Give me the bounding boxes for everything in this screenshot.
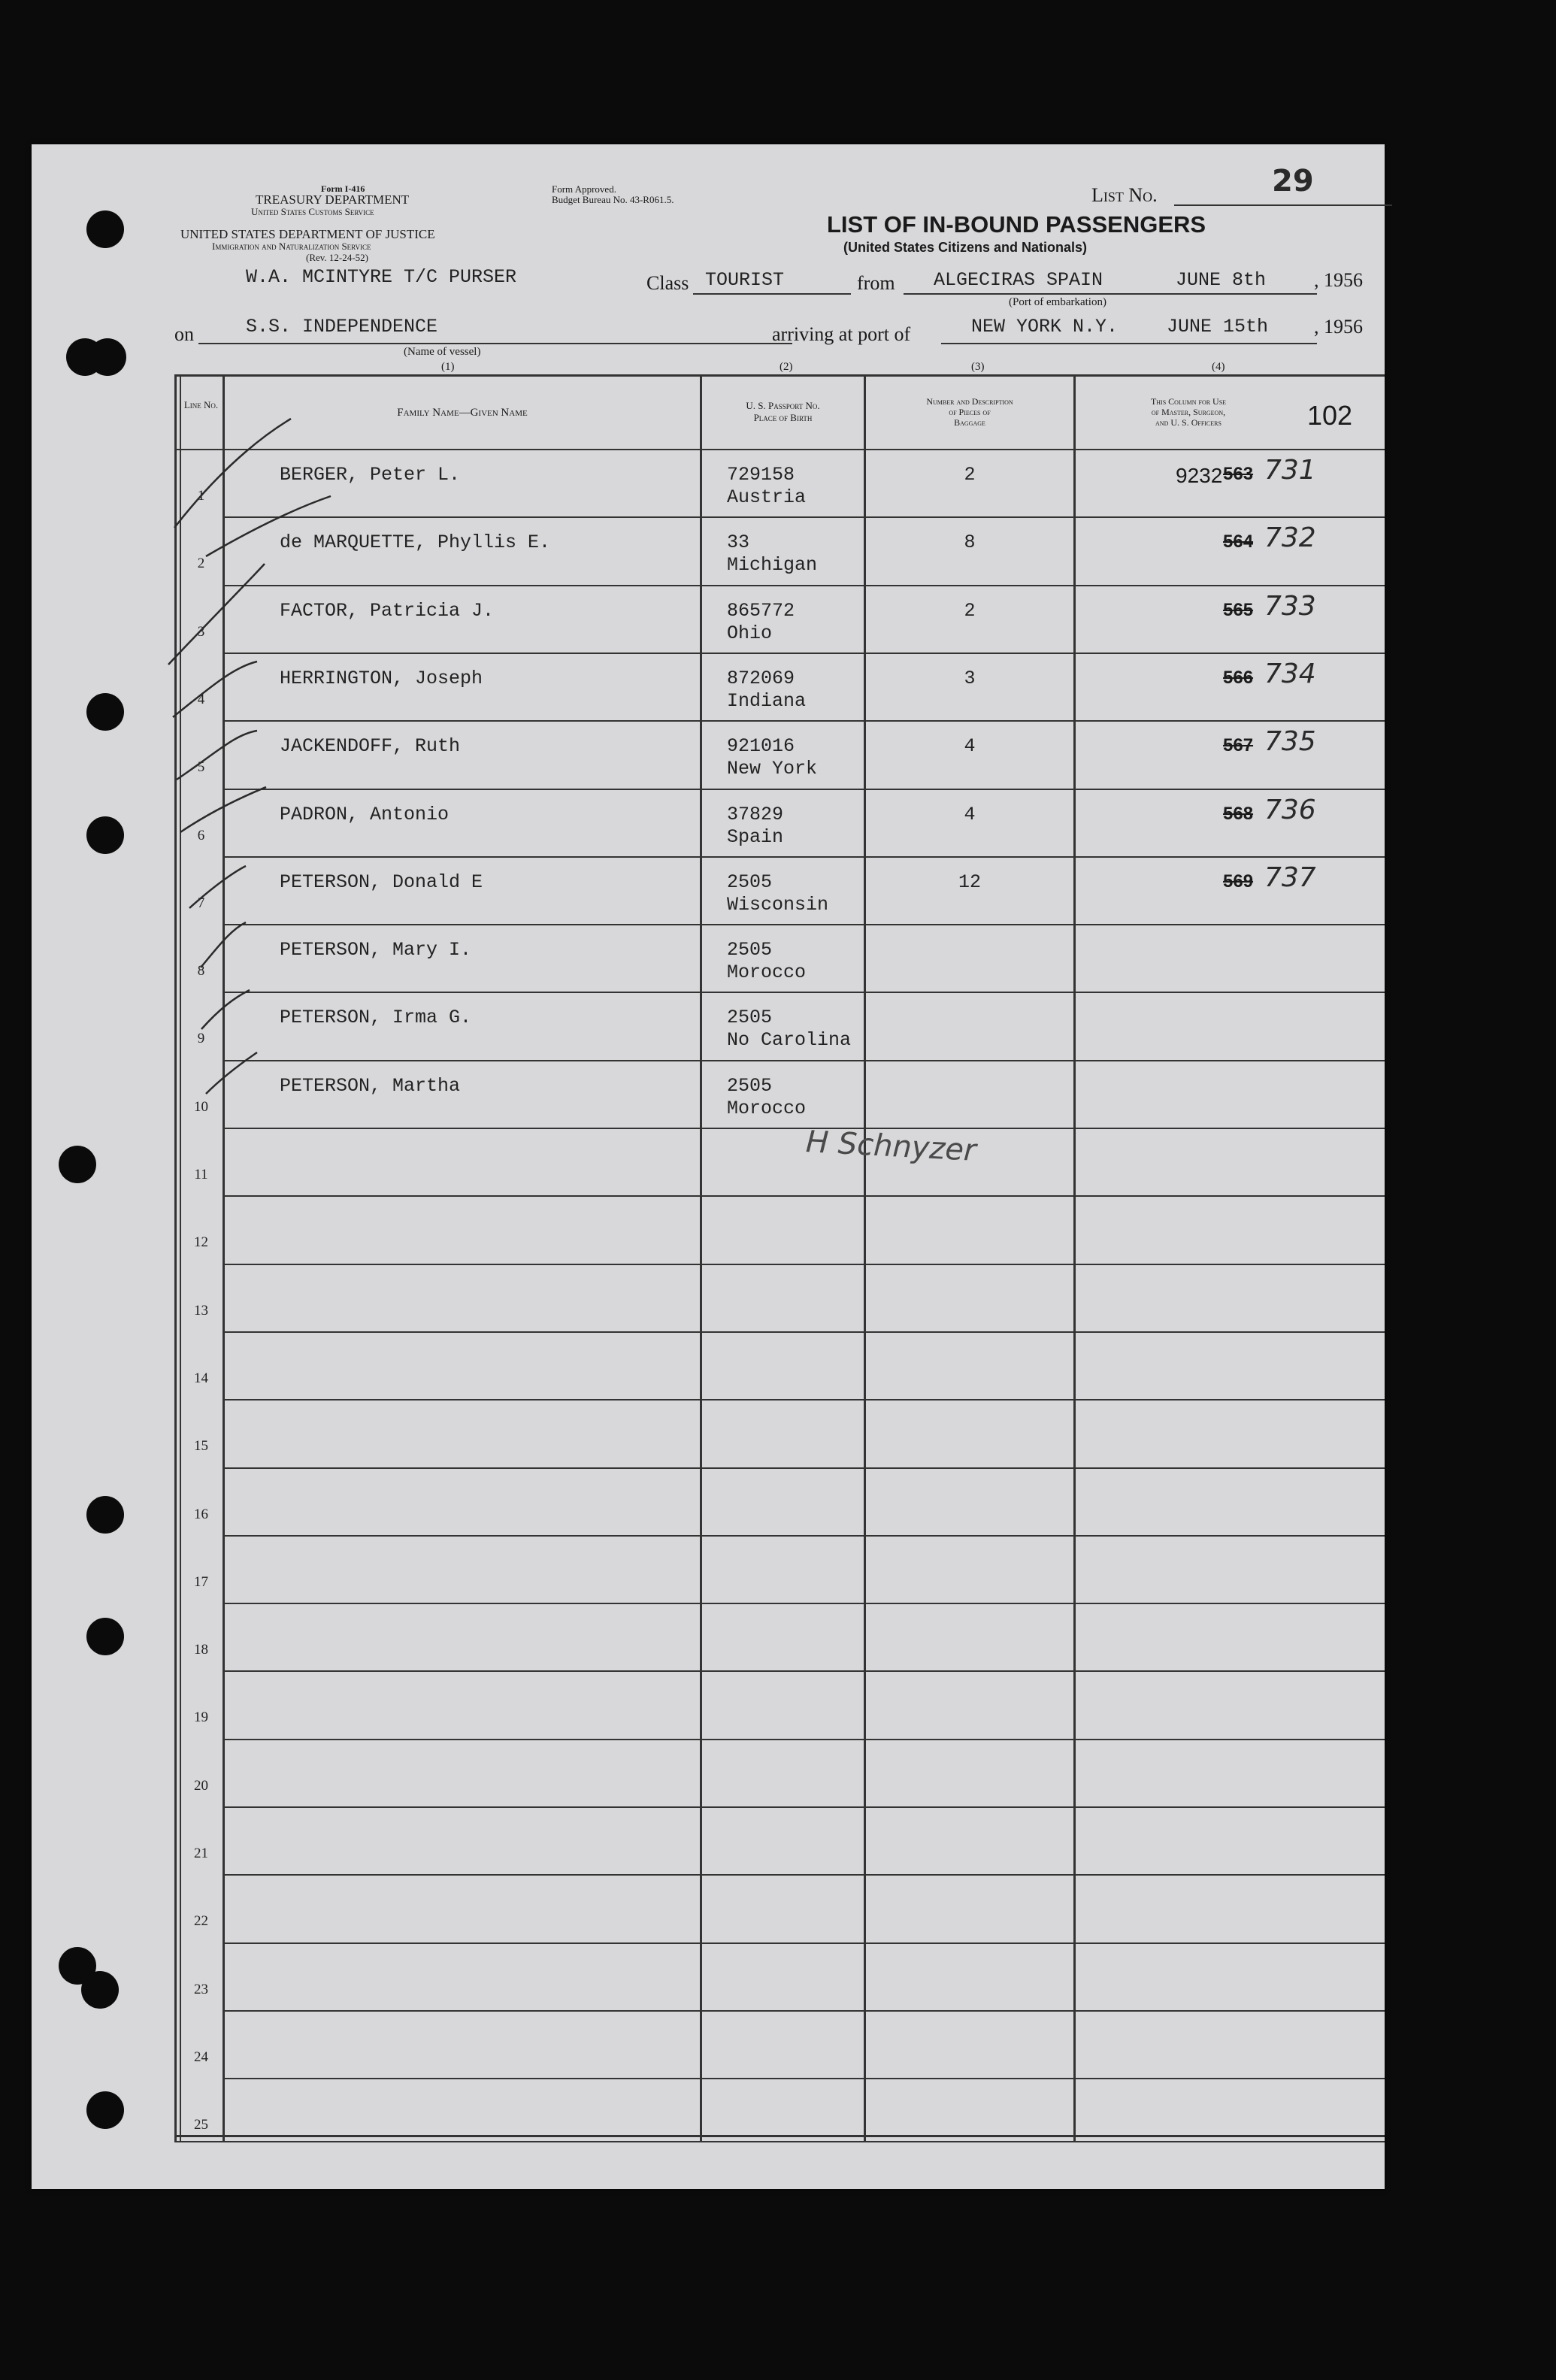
passenger-name: BERGER, Peter L.: [280, 464, 461, 486]
line-number: 3: [197, 624, 205, 640]
line-number: 25: [194, 2117, 208, 2133]
col-num-4: (4): [1212, 361, 1225, 373]
check-mark: [177, 731, 257, 780]
passport-number: 33: [727, 531, 750, 553]
officer-code-handwritten: 734: [1264, 659, 1316, 689]
treasury-label: TREASURY DEPARTMENT: [256, 192, 410, 207]
passenger-name: PADRON, Antonio: [280, 804, 450, 825]
passport-number: 2505: [727, 1075, 773, 1097]
header-officers-3: and U. S. Officers: [1155, 417, 1221, 428]
line-number: 2: [197, 556, 205, 571]
check-mark: [206, 496, 331, 556]
vessel-name: S.S. INDEPENDENCE: [246, 316, 438, 338]
line-number: 12: [194, 1234, 208, 1250]
class-label: Class: [646, 272, 689, 294]
check-mark: [201, 990, 250, 1029]
check-mark: [189, 866, 246, 908]
customs-label: United States Customs Service: [251, 206, 374, 217]
officer-code-struck: 567: [1223, 735, 1254, 755]
from-value: ALGECIRAS SPAIN: [934, 269, 1103, 291]
ins-label: Immigration and Naturalization Service: [212, 241, 371, 252]
place-of-birth: Austria: [727, 486, 807, 508]
place-of-birth: Wisconsin: [727, 894, 829, 916]
line-number: 1: [197, 488, 205, 504]
line-number: 22: [194, 1913, 208, 1929]
passport-number: 921016: [727, 735, 795, 757]
col-num-1: (1): [441, 361, 455, 373]
line-number: 9: [197, 1031, 205, 1046]
line-number: 16: [194, 1506, 208, 1522]
passport-number: 2505: [727, 939, 773, 961]
line-number: 15: [194, 1438, 208, 1454]
place-of-birth: Morocco: [727, 961, 807, 983]
passenger-name: de MARQUETTE, Phyllis E.: [280, 531, 551, 553]
check-mark: [174, 419, 291, 528]
header-baggage-1: Number and Description: [926, 396, 1013, 407]
line-number: 17: [194, 1574, 208, 1590]
passport-number: 2505: [727, 871, 773, 893]
passport-number: 865772: [727, 600, 795, 622]
officer-code-struck: 568: [1223, 804, 1254, 824]
budget-bureau: Budget Bureau No. 43-R061.5.: [552, 194, 674, 205]
line-number: 6: [197, 828, 205, 843]
header-officers-1: This Column for Use: [1150, 396, 1227, 407]
officer-code-struck: 563: [1223, 464, 1254, 484]
departure-year: , 1956: [1314, 269, 1363, 291]
baggage-count: 4: [964, 735, 976, 757]
justice-label: UNITED STATES DEPARTMENT OF JUSTICE: [180, 227, 435, 241]
line-number: 10: [194, 1099, 208, 1115]
line-number: 4: [197, 692, 205, 707]
officer-code-handwritten: 732: [1264, 522, 1316, 553]
passenger-name: PETERSON, Mary I.: [280, 939, 472, 961]
port-caption: (Port of embarkation): [1009, 296, 1106, 308]
list-no-label: List No.: [1091, 184, 1158, 206]
binder-hole: [81, 1971, 119, 2009]
line-number: 24: [194, 2049, 208, 2065]
check-mark: [168, 564, 265, 665]
passenger-name: FACTOR, Patricia J.: [280, 600, 495, 622]
class-value: TOURIST: [705, 269, 785, 291]
binder-hole: [86, 210, 124, 248]
baggage-count: 4: [964, 804, 976, 825]
vessel-caption: (Name of vessel): [404, 346, 481, 358]
place-of-birth: Michigan: [727, 554, 818, 576]
passenger-name: PETERSON, Donald E: [280, 871, 483, 893]
binder-hole: [86, 1496, 124, 1534]
line-number: 11: [194, 1167, 208, 1182]
header-baggage-2: of Pieces of: [949, 407, 991, 417]
page-title: LIST OF IN-BOUND PASSENGERS: [827, 211, 1206, 238]
col-num-2: (2): [780, 361, 793, 373]
place-of-birth: Morocco: [727, 1098, 807, 1119]
form-number: Form I-416: [321, 183, 365, 194]
arrival-date: JUNE 15th: [1167, 316, 1269, 338]
line-number: 21: [194, 1846, 208, 1861]
arrival-port: NEW YORK N.Y.: [971, 316, 1119, 338]
place-of-birth: New York: [727, 758, 818, 780]
officer-code-handwritten: 736: [1264, 795, 1316, 825]
passenger-name: JACKENDOFF, Ruth: [280, 735, 461, 757]
binder-hole: [86, 816, 124, 854]
passport-number: 729158: [727, 464, 795, 486]
place-of-birth: Spain: [727, 826, 784, 848]
form-approved: Form Approved.: [552, 183, 616, 195]
officer-code-handwritten: 731: [1264, 455, 1316, 486]
rev-label: (Rev. 12-24-52): [306, 252, 368, 263]
passenger-name: HERRINGTON, Joseph: [280, 668, 483, 689]
check-marks: [32, 144, 1385, 2189]
line-number: 5: [197, 759, 205, 775]
officer-code-struck: 569: [1223, 871, 1254, 892]
line-number: 13: [194, 1303, 208, 1319]
line-number: 14: [194, 1370, 208, 1386]
officer-code-struck: 564: [1223, 531, 1254, 552]
baggage-count: 3: [964, 668, 976, 689]
line-number: 19: [194, 1709, 208, 1725]
passenger-name: PETERSON, Irma G.: [280, 1007, 472, 1028]
departure-date: JUNE 8th: [1176, 269, 1267, 291]
header-passport-1: U. S. Passport No.: [746, 400, 820, 411]
place-of-birth: Ohio: [727, 622, 773, 644]
purser: W.A. MCINTYRE T/C PURSER: [246, 266, 517, 288]
check-mark: [180, 787, 266, 832]
place-of-birth: Indiana: [727, 690, 807, 712]
from-label: from: [857, 272, 895, 294]
header-line-no: Line No.: [183, 399, 219, 410]
line-number: 8: [197, 963, 205, 979]
binder-hole: [86, 1618, 124, 1655]
form-sheet: [32, 144, 1385, 2189]
place-of-birth: No Carolina: [727, 1029, 852, 1051]
binder-hole: [59, 1146, 96, 1183]
officer-code-handwritten: 735: [1264, 726, 1316, 757]
officer-code-handwritten: 733: [1264, 591, 1316, 622]
baggage-count: 2: [964, 464, 976, 486]
passenger-name: PETERSON, Martha: [280, 1075, 461, 1097]
header-officers-2: of Master, Surgeon,: [1151, 407, 1226, 417]
officer-code-struck: 566: [1223, 668, 1254, 688]
on-label: on: [174, 323, 194, 345]
binder-hole: [86, 2091, 124, 2129]
baggage-count: 8: [964, 531, 976, 553]
arrival-year: , 1956: [1314, 316, 1363, 338]
officer-signature: H Schnyzer: [804, 1125, 977, 1168]
page-subtitle: (United States Citizens and Nationals): [843, 240, 1088, 255]
line-number: 20: [194, 1778, 208, 1794]
officer-code-handwritten: 737: [1264, 862, 1316, 893]
line-number: 7: [197, 895, 205, 911]
binder-hole: [86, 693, 124, 731]
header-baggage-3: Baggage: [954, 417, 985, 428]
passport-number: 2505: [727, 1007, 773, 1028]
officers-count: 102: [1307, 400, 1353, 431]
line-number: 18: [194, 1642, 208, 1658]
arriving-label: arriving at port of: [772, 323, 911, 345]
binder-hole: [89, 338, 126, 376]
officer-code-prefix: 9232: [1176, 464, 1223, 487]
header-name: Family Name—Given Name: [397, 407, 528, 419]
line-number: 23: [194, 1982, 208, 1997]
passport-number: 872069: [727, 668, 795, 689]
baggage-count: 12: [958, 871, 981, 893]
officer-code-struck: 565: [1223, 600, 1254, 620]
col-num-3: (3): [971, 361, 985, 373]
passport-number: 37829: [727, 804, 784, 825]
check-mark: [173, 662, 257, 717]
header-passport-2: Place of Birth: [753, 412, 813, 423]
check-mark: [201, 922, 246, 967]
list-no-value: 29: [1272, 164, 1314, 198]
check-mark: [206, 1052, 257, 1094]
baggage-count: 2: [964, 600, 976, 622]
